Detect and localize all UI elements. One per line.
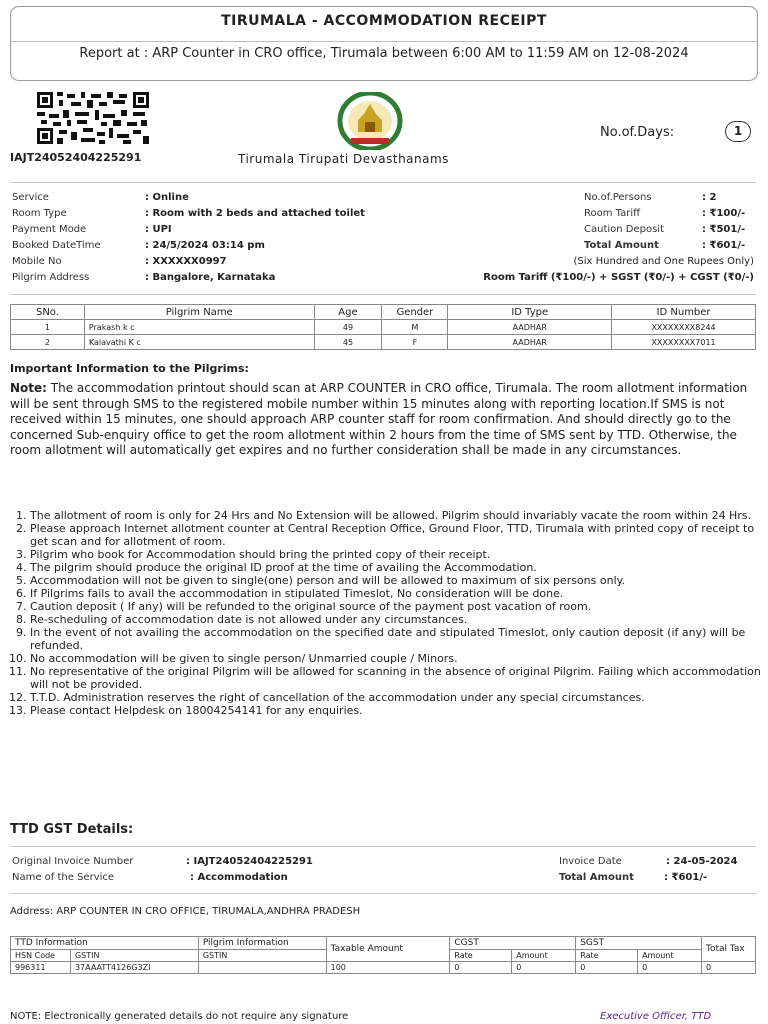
ttd-info-header: TTD Information	[11, 937, 199, 950]
table-cell: Kalavathi K c	[84, 335, 314, 350]
payment-mode-label: Payment Mode	[12, 224, 87, 235]
invoice-date-value: : 24-05-2024	[666, 856, 738, 867]
list-item: 1. The allotment of room is only for 24 Hrs and No Extension will be allowed. Pilgrim should invariably vacate the room within 24 Hrs.	[30, 509, 768, 522]
pilgrims-table	[10, 304, 756, 350]
gst-address: Address: ARP COUNTER IN CRO OFFICE, TIRUMALA,ANDHRA PRADESH	[10, 906, 361, 917]
booked-datetime-value: : 24/5/2024 03:14 pm	[145, 240, 265, 251]
ttd-emblem-icon	[331, 92, 409, 150]
room-tariff-label: Room Tariff	[584, 208, 641, 219]
list-item: 9. In the event of not availing the accommodation on the specified date and stipulated Timeslot, only caution deposit (if any) will be refunded.	[30, 626, 768, 652]
table-cell: 100	[326, 962, 450, 974]
column-header: ID Number	[612, 305, 756, 320]
service-value: : Online	[145, 192, 189, 203]
mobile-label: Mobile No	[12, 256, 62, 267]
table-row	[11, 320, 756, 335]
list-item: 2. Please approach Internet allotment counter at Central Reception Office, Ground Floor, TTD, Tirumala with printed copy of receipt to get scan and for allotment of room.	[30, 522, 768, 548]
header-divider	[11, 41, 757, 42]
invoice-date-label: Invoice Date	[559, 856, 622, 867]
total-amount-label: Total Amount	[584, 240, 659, 251]
amount-in-words: (Six Hundred and One Rupees Only)	[573, 256, 754, 267]
list-item: 7. Caution deposit ( If any) will be refunded to the original source of the payment post vacation of room.	[30, 600, 768, 613]
gst-heading: TTD GST Details:	[10, 822, 134, 837]
table-cell: 0	[450, 962, 512, 974]
payment-mode-value: : UPI	[145, 224, 172, 235]
caution-deposit-value: : ₹501/-	[702, 224, 746, 235]
list-item: 8. Re-scheduling of accommodation date is not allowed under any circumstances.	[30, 613, 768, 626]
table-cell: 37AAATT4126G3ZI	[70, 962, 198, 974]
signatory: Executive Officer, TTD	[600, 1011, 712, 1022]
divider	[10, 182, 756, 183]
receipt-header	[10, 6, 758, 81]
persons-value: : 2	[702, 192, 717, 203]
list-item: 4. The pilgrim should produce the original ID proof at the time of availing the Accommodation.	[30, 561, 768, 574]
note-label: Note:	[10, 381, 47, 395]
table-cell: 2	[11, 335, 85, 350]
gst-total-label: Total Amount	[559, 872, 634, 883]
address-label: Pilgrim Address	[12, 272, 90, 283]
taxable-amount-header: Taxable Amount	[326, 937, 450, 962]
column-header: ID Type	[448, 305, 612, 320]
table-cell: XXXXXXXX7011	[612, 335, 756, 350]
list-item: 6. If Pilgrims fails to avail the accommodation in stipulated Timeslot, No consideration will be done.	[30, 587, 768, 600]
table-cell: XXXXXXXX8244	[612, 320, 756, 335]
pilgrim-gstin-header: GSTIN	[198, 950, 326, 962]
column-header: Pilgrim Name	[84, 305, 314, 320]
total-tax-header: Total Tax	[702, 937, 756, 962]
tariff-breakdown: Room Tariff (₹100/-) + SGST (₹0/-) + CGST (₹0/-)	[483, 272, 754, 283]
table-header-row	[11, 305, 756, 320]
original-invoice-label: Original Invoice Number	[12, 856, 134, 867]
sgst-rate-header: Rate	[576, 950, 638, 962]
service-name-value: : Accommodation	[190, 872, 288, 883]
table-cell: 45	[314, 335, 382, 350]
table-cell: 1	[11, 320, 85, 335]
room-type-value: : Room with 2 beds and attached toilet	[145, 208, 365, 219]
note-text: The accommodation printout should scan at ARP COUNTER in CRO office, Tirumala. The room allotment information will be sent through SMS to the registered mobile number within 15 minutes along with reporting location.If SMS is not received within 15 minutes, one should approach ARP counter staff for room confirmation. And should directly go to the concerned Sub-enquiry office to get the room allotment within 2 hours from the time of SMS sent by TTD. Otherwise, the room allotment will automatically get expires and no further consideration shall be made in any circumstances.	[10, 381, 748, 457]
list-item: 5. Accommodation will not be given to single(one) person and will be allowed to maximum of six persons only.	[30, 574, 768, 587]
list-item: 10. No accommodation will be given to single person/ Unmarried couple / Minors.	[30, 652, 768, 665]
divider	[10, 893, 756, 894]
table-cell: 996311	[11, 962, 71, 974]
info-heading: Important Information to the Pilgrims:	[10, 362, 249, 375]
table-cell: 0	[702, 962, 756, 974]
column-header: Gender	[382, 305, 448, 320]
footer-note: NOTE: Electronically generated details do not require any signature	[10, 1011, 349, 1022]
room-type-label: Room Type	[12, 208, 67, 219]
divider	[10, 294, 756, 295]
cgst-amount-header: Amount	[512, 950, 576, 962]
table-cell: AADHAR	[448, 320, 612, 335]
column-header: SNo.	[11, 305, 85, 320]
table-cell: M	[382, 320, 448, 335]
table-cell: 49	[314, 320, 382, 335]
list-item: 13. Please contact Helpdesk on 18004254141 for any enquiries.	[30, 704, 768, 717]
hsn-header: HSN Code	[11, 950, 71, 962]
org-name: Tirumala Tirupati Devasthanams	[238, 152, 449, 166]
service-label: Service	[12, 192, 49, 203]
table-cell: F	[382, 335, 448, 350]
list-item: 3. Pilgrim who book for Accommodation should bring the printed copy of their receipt.	[30, 548, 768, 561]
total-amount-value: : ₹601/-	[702, 240, 746, 251]
receipt-title: TIRUMALA - ACCOMMODATION RECEIPT	[221, 13, 547, 29]
report-prefix: Report at :	[79, 46, 153, 61]
room-tariff-value: : ₹100/-	[702, 208, 746, 219]
table-cell: 0	[512, 962, 576, 974]
info-note	[10, 381, 750, 459]
divider	[10, 846, 756, 847]
persons-label: No.of.Persons	[584, 192, 652, 203]
gst-total-value: : ₹601/-	[664, 872, 708, 883]
original-invoice-value: : IAJT24052404225291	[186, 856, 313, 867]
report-text: ARP Counter in CRO office, Tirumala between 6:00 AM to 11:59 AM on 12-08-2024	[152, 46, 689, 61]
booked-datetime-label: Booked DateTime	[12, 240, 101, 251]
table-row	[11, 335, 756, 350]
gstin-header: GSTIN	[70, 950, 198, 962]
cgst-header: CGST	[450, 937, 576, 950]
column-header: Age	[314, 305, 382, 320]
rules-list	[10, 509, 768, 717]
cgst-rate-header: Rate	[450, 950, 512, 962]
sgst-header: SGST	[576, 937, 702, 950]
caution-deposit-label: Caution Deposit	[584, 224, 665, 235]
pilgrim-info-header: Pilgrim Information	[198, 937, 326, 950]
table-cell: 0	[638, 962, 702, 974]
days-label: No.of.Days:	[600, 125, 675, 140]
table-cell: 0	[576, 962, 638, 974]
list-item: 12. T.T.D. Administration reserves the right of cancellation of the accommodation under any special circumstances.	[30, 691, 768, 704]
qr-code-icon	[37, 92, 149, 144]
address-value: : Bangalore, Karnataka	[145, 272, 276, 283]
table-cell: Prakash k c	[84, 320, 314, 335]
service-name-label: Name of the Service	[12, 872, 115, 883]
gst-table	[10, 936, 756, 974]
report-location	[15, 46, 753, 62]
table-cell	[198, 962, 326, 974]
list-item: 11. No representative of the original Pilgrim will be allowed for scanning in the absence of original Pilgrim. Failing which accommodation will not be provided.	[30, 665, 768, 691]
sgst-amount-header: Amount	[638, 950, 702, 962]
table-row	[11, 962, 756, 974]
table-cell: AADHAR	[448, 335, 612, 350]
table-header-row	[11, 937, 756, 950]
mobile-value: : XXXXXX0997	[145, 256, 227, 267]
days-value: 1	[725, 121, 751, 142]
invoice-id: IAJT24052404225291	[10, 151, 142, 164]
